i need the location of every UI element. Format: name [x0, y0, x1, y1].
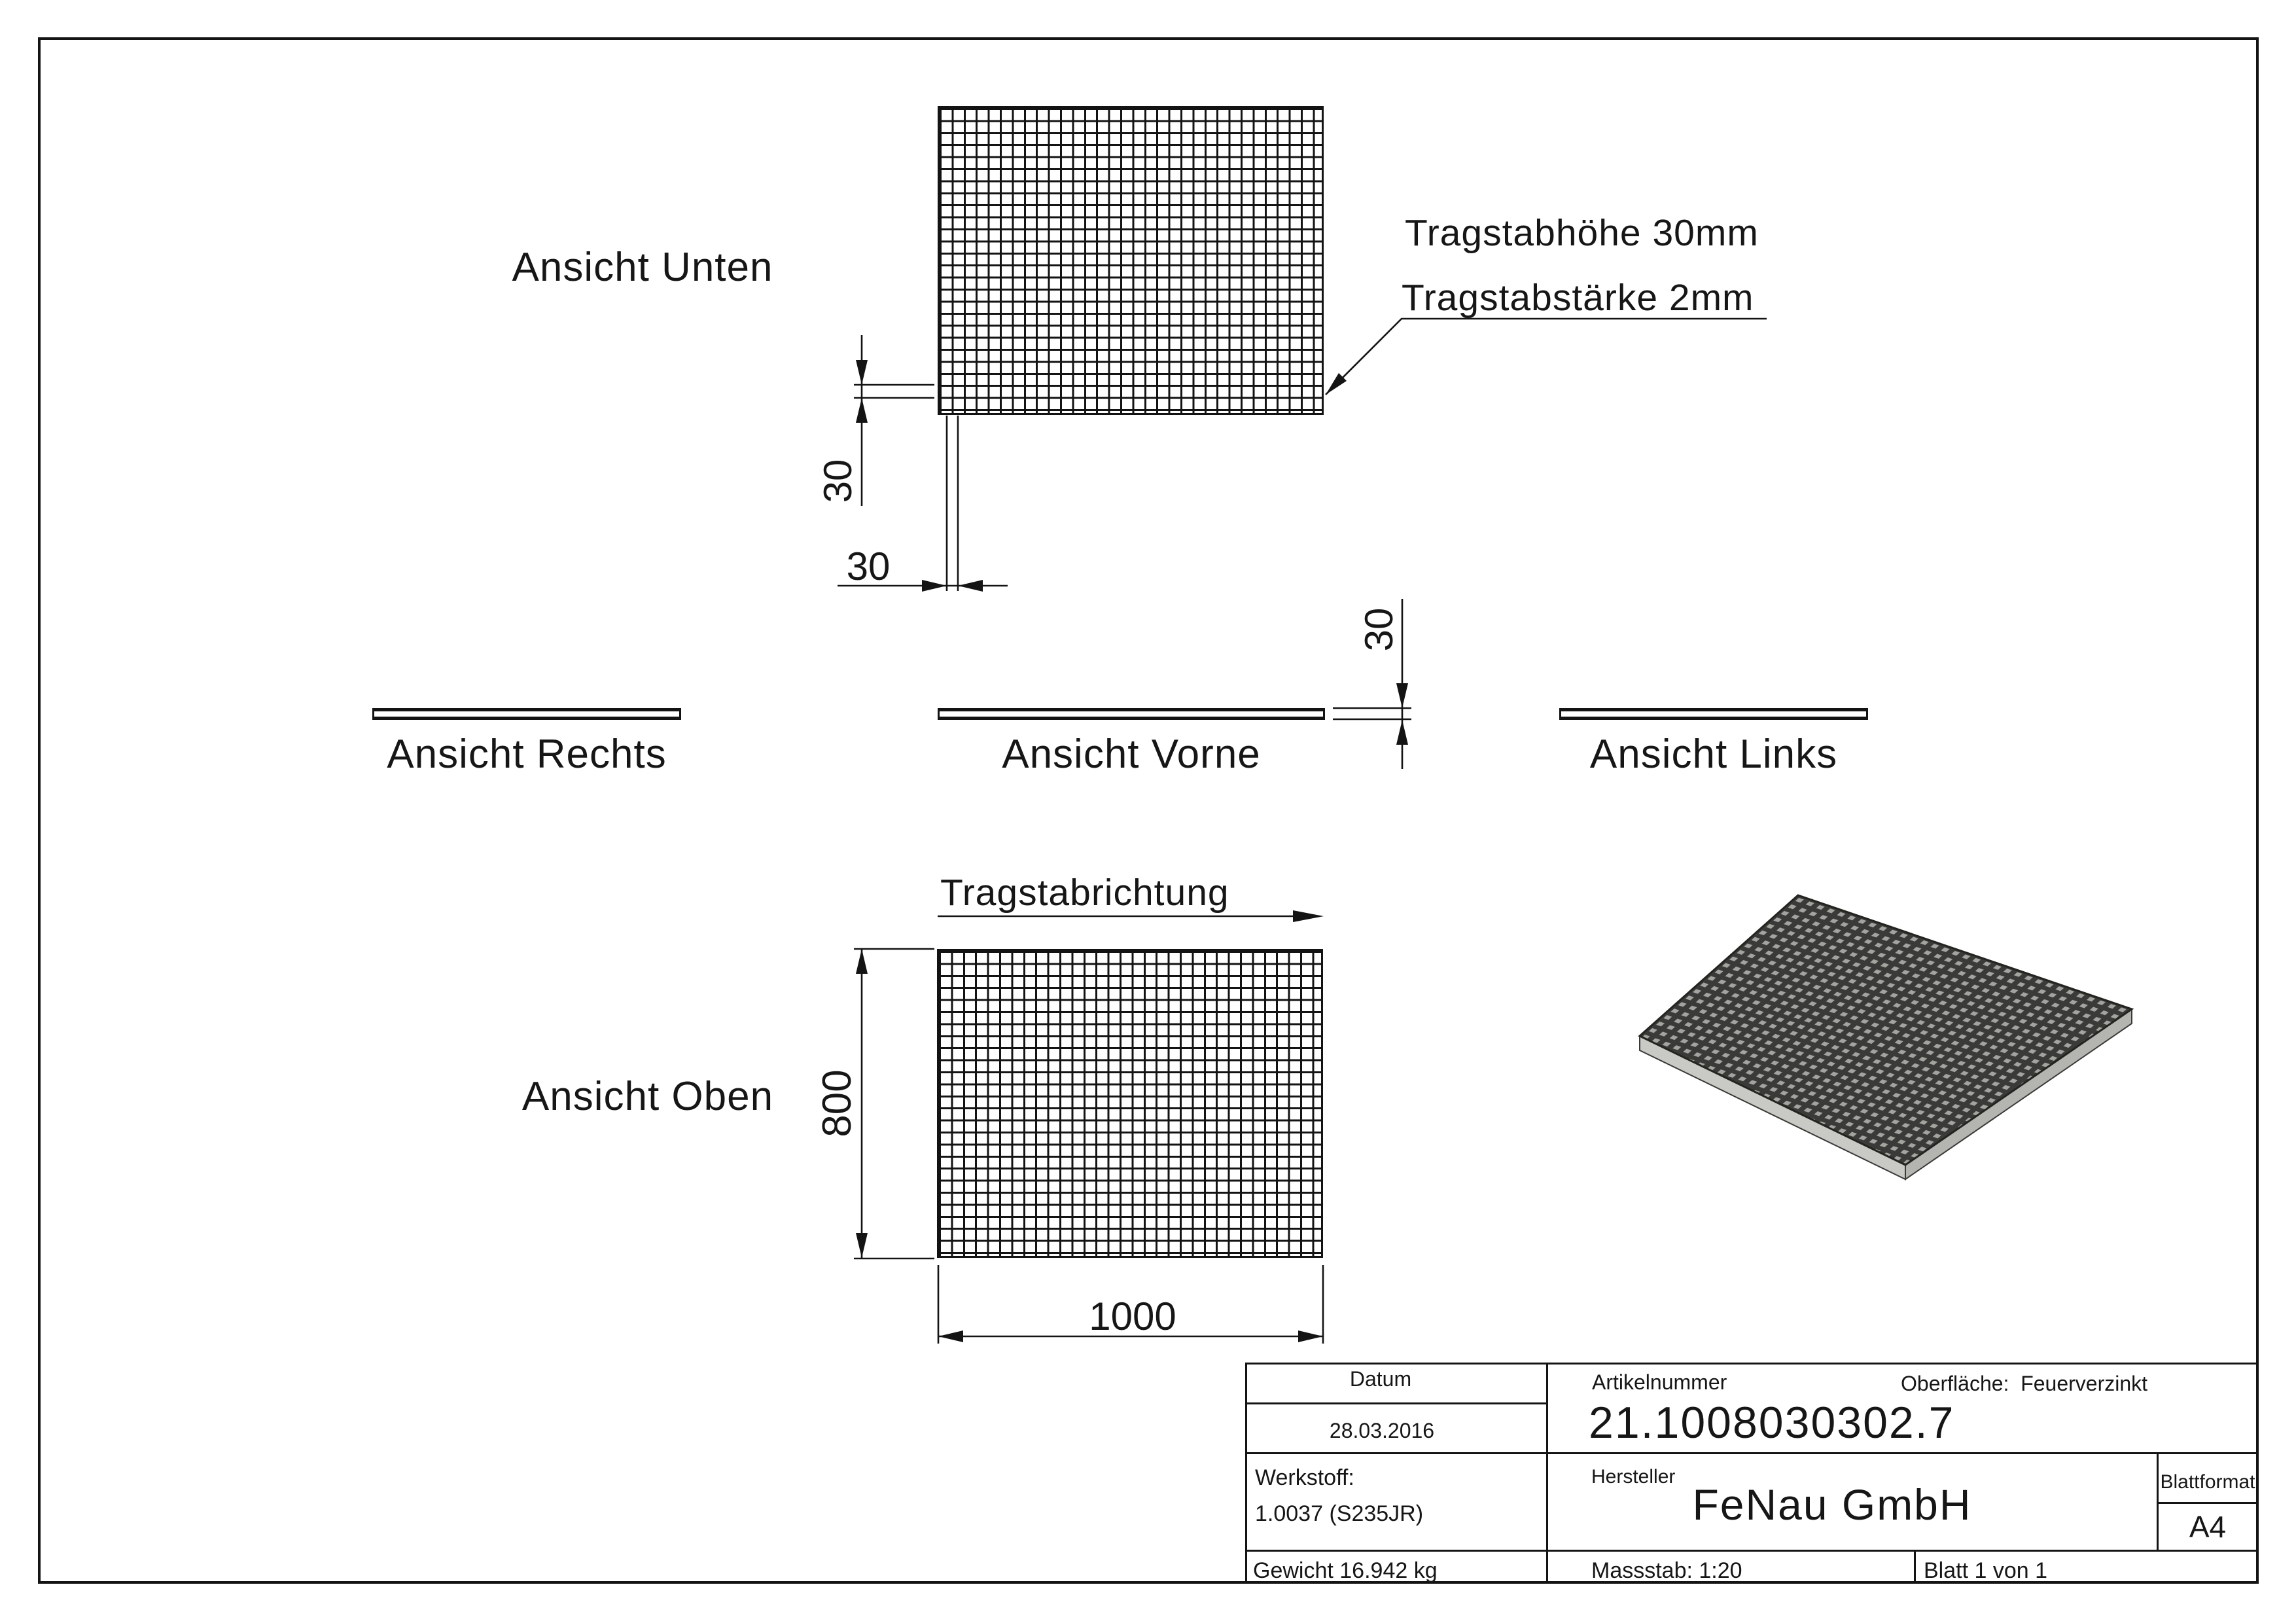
grating-mesh-oben	[937, 949, 1323, 1258]
annotation-tragstabrichtung: Tragstabrichtung	[940, 872, 1229, 914]
titleblock-datum-label: Datum	[1349, 1367, 1412, 1391]
titleblock-werkstoff-value: 1.0037 (S235JR)	[1255, 1501, 1424, 1526]
dim-text-mesh-pitch-horizontal: 30	[846, 544, 891, 588]
view-label-vorne: Ansicht Vorne	[1002, 732, 1261, 777]
view-label-links: Ansicht Links	[1589, 732, 1838, 777]
title-block-line	[1546, 1364, 1548, 1582]
view-label-unten: Ansicht Unten	[512, 245, 773, 290]
title-block-line	[2157, 1452, 2159, 1552]
dim-text-bar-height: 30	[1357, 607, 1401, 652]
title-block-line	[1247, 1550, 2257, 1552]
side-view-bar-vorne	[938, 708, 1325, 720]
dim-text-mesh-pitch-vertical: 30	[816, 459, 860, 503]
titleblock-blattformat-label: Blattformat	[2160, 1471, 2255, 1493]
dim-text-depth: 800	[815, 1069, 860, 1137]
title-block-line	[2157, 1502, 2257, 1504]
titleblock-massstab: Massstab: 1:20	[1591, 1558, 1742, 1583]
titleblock-oberflaeche: Oberfläche: Feuerverzinkt	[1901, 1372, 2148, 1395]
title-block-line	[1914, 1550, 1916, 1582]
grating-mesh-unten	[938, 106, 1324, 415]
titleblock-blattformat-value: A4	[2189, 1510, 2227, 1544]
titleblock-artikelnummer-label: Artikelnummer	[1592, 1370, 1727, 1394]
side-view-bar-rechts	[372, 708, 681, 720]
titleblock-hersteller-value: FeNau GmbH	[1692, 1480, 1972, 1529]
title-block	[1245, 1363, 2259, 1584]
titleblock-blatt: Blatt 1 von 1	[1924, 1558, 2048, 1583]
titleblock-hersteller-label: Hersteller	[1591, 1466, 1676, 1488]
view-label-rechts: Ansicht Rechts	[387, 732, 667, 777]
title-block-line	[1247, 1402, 1548, 1404]
dim-text-width: 1000	[1089, 1294, 1176, 1338]
titleblock-datum-value: 28.03.2016	[1329, 1419, 1435, 1442]
side-view-bar-links	[1559, 708, 1868, 720]
titleblock-artikelnummer-value: 21.1008030302.7	[1589, 1398, 1955, 1448]
view-label-oben: Ansicht Oben	[521, 1074, 774, 1119]
title-block-line	[1247, 1452, 2257, 1454]
annotation-tragstabstaerke: Tragstabstärke 2mm	[1402, 277, 1754, 319]
titleblock-werkstoff-label: Werkstoff:	[1255, 1465, 1354, 1490]
annotation-tragstabhoehe: Tragstabhöhe 30mm	[1405, 212, 1759, 254]
titleblock-gewicht: Gewicht 16.942 kg	[1253, 1558, 1438, 1583]
